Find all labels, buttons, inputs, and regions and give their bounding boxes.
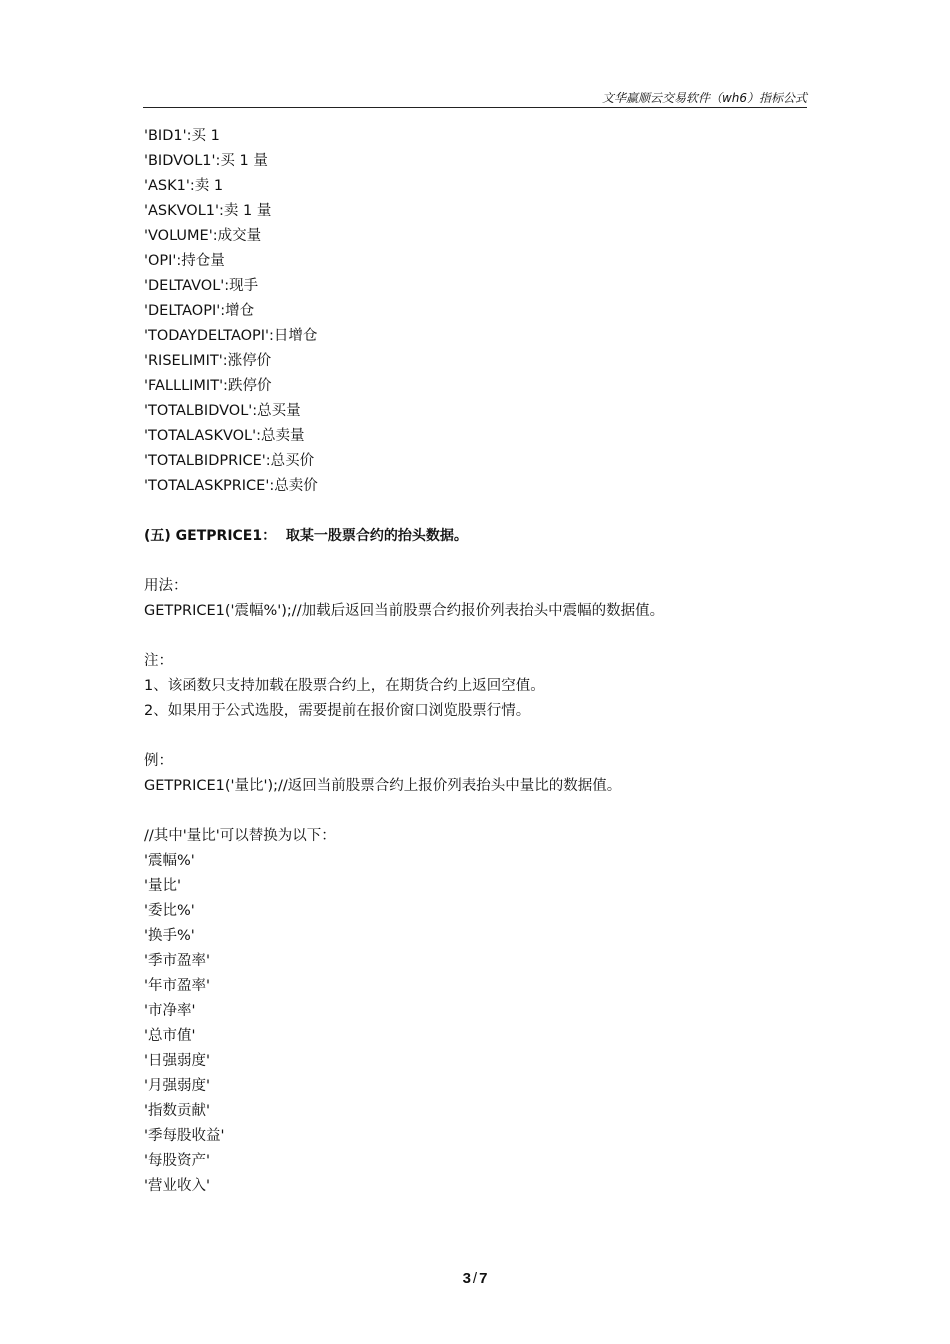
field-item: 'DELTAOPI':增仓 — [144, 303, 255, 319]
note-item: 2、如果用于公式选股，需要提前在报价窗口浏览股票行情。 — [144, 703, 531, 719]
replace-item: '市净率' — [144, 1003, 196, 1019]
replace-item: '换手%' — [144, 928, 195, 944]
example-text: GETPRICE1('量比');//返回当前股票合约上报价列表抬头中量比的数据值。 — [144, 778, 622, 794]
replace-item: '季每股收益' — [144, 1128, 225, 1144]
field-item: 'DELTAVOL':现手 — [144, 278, 259, 294]
usage-text: GETPRICE1('震幅%');//加载后返回当前股票合约报价列表抬头中震幅的数据值。 — [144, 603, 665, 619]
replace-item: '指数贡献' — [144, 1103, 210, 1119]
field-item: 'TOTALASKPRICE':总卖价 — [144, 478, 318, 494]
note-item: 1、该函数只支持加载在股票合约上，在期货合约上返回空值。 — [144, 678, 545, 694]
replace-item: '季市盈率' — [144, 953, 210, 969]
replace-item: '震幅%' — [144, 853, 195, 869]
replace-item: '年市盈率' — [144, 978, 210, 994]
header-title: 文华赢顺云交易软件（wh6）指标公式 — [601, 91, 807, 105]
field-item: 'TOTALBIDPRICE':总买价 — [144, 453, 315, 469]
field-item: 'BIDVOL1':买 1 量 — [144, 153, 268, 169]
page-separator: / — [472, 1270, 478, 1287]
field-item: 'ASKVOL1':卖 1 量 — [144, 203, 272, 219]
example-label: 例： — [144, 753, 173, 769]
field-item: 'ASK1':卖 1 — [144, 178, 224, 194]
document-body — [144, 124, 804, 1199]
page-number — [0, 1268, 950, 1290]
field-item: 'TOTALASKVOL':总卖量 — [144, 428, 305, 444]
replace-item: '每股资产' — [144, 1153, 210, 1169]
note-label: 注： — [144, 653, 173, 669]
replace-item: '委比%' — [144, 903, 195, 919]
replace-item: '日强弱度' — [144, 1053, 210, 1069]
replace-intro: //其中'量比'可以替换为以下： — [144, 828, 336, 844]
replace-item: '量比' — [144, 878, 181, 894]
field-item: 'BID1':买 1 — [144, 128, 220, 144]
replace-item: '月强弱度' — [144, 1078, 210, 1094]
field-list — [144, 124, 804, 499]
replace-item: '总市值' — [144, 1028, 196, 1044]
field-item: 'OPI':持仓量 — [144, 253, 225, 269]
section-title: (五) GETPRICE1： 取某一股票合约的抬头数据。 — [144, 528, 468, 544]
field-item: 'TOTALBIDVOL':总买量 — [144, 403, 301, 419]
field-item: 'RISELIMIT':涨停价 — [144, 353, 272, 369]
replace-item: '营业收入' — [144, 1178, 210, 1194]
page-current: 3 — [462, 1270, 471, 1287]
usage-label: 用法： — [144, 578, 188, 594]
page-total: 7 — [479, 1270, 488, 1287]
replace-list — [144, 849, 804, 1199]
field-item: 'TODAYDELTAOPI':日增仓 — [144, 328, 318, 344]
page-header — [143, 89, 807, 108]
field-item: 'VOLUME':成交量 — [144, 228, 262, 244]
field-item: 'FALLLIMIT':跌停价 — [144, 378, 272, 394]
